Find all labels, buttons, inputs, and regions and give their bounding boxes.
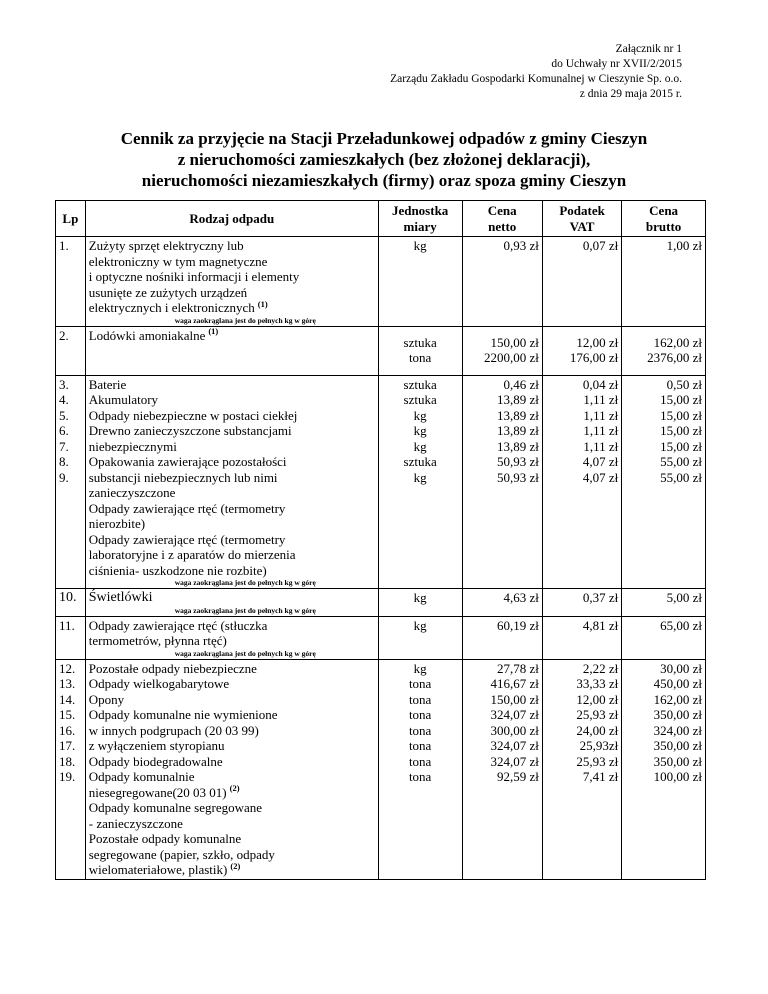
value: tona: [408, 350, 432, 365]
cell-lp: [56, 375, 86, 589]
weight-rounding-note: waga zaokrąglana jest do pełnych kg w górę: [174, 648, 316, 658]
value: 1,11 zł: [583, 423, 619, 438]
waste-type-line: usunięte ze zużytych urządzeń: [88, 284, 248, 300]
value: 0,37 zł: [582, 590, 619, 605]
title-line: Cennik za przyjęcie na Stacji Przeładunkowej odpadów z gminy Cieszyn: [120, 129, 648, 148]
value: kg: [413, 469, 427, 485]
cell-lp: [56, 326, 86, 375]
header-note-line: Zarządu Zakładu Gospodarki Komunalnej w Cieszynie Sp. o.o.: [390, 73, 682, 85]
cell-lp: [56, 659, 86, 879]
row-number: 17.: [59, 738, 76, 753]
value: 0,46 zł: [503, 376, 539, 392]
value: 55,00 zł: [660, 454, 702, 469]
footnote-marker: (1): [208, 326, 219, 337]
cell-vat: [542, 375, 621, 589]
cell-gross: [622, 589, 706, 617]
cell-net: [462, 326, 542, 375]
value: 50,93 zł: [497, 469, 539, 485]
cell-gross: [622, 375, 706, 589]
header-gross: Cena brutto: [622, 201, 706, 237]
row-number: 13.: [59, 676, 76, 691]
value: kg: [413, 617, 427, 633]
weight-rounding-note: waga zaokrąglana jest do pełnych kg w górę: [174, 578, 316, 587]
value: 350,00 zł: [653, 738, 702, 753]
value: 15,00 zł: [660, 392, 702, 407]
waste-type-line: substancji niebezpiecznych lub nimi: [88, 469, 278, 485]
cell-unit: [378, 237, 462, 327]
value: 150,00 zł: [490, 691, 539, 707]
cell-net: [462, 375, 542, 589]
value: 13,89 zł: [497, 423, 539, 438]
row-number: 6.: [59, 423, 69, 438]
footnote-marker: (2): [229, 783, 240, 794]
waste-type-line: Baterie: [88, 376, 127, 392]
value: 324,07 zł: [490, 707, 539, 722]
waste-type-line: Lodówki amoniakalne: [88, 327, 206, 343]
waste-type-line: Akumulatory: [88, 392, 159, 407]
value: 92,59 zł: [497, 769, 539, 784]
value: 324,07 zł: [490, 738, 539, 753]
waste-type-line: Świetlówki: [88, 590, 153, 605]
cell-vat: [542, 616, 621, 659]
value: 162,00 zł: [653, 691, 702, 707]
row-number: 19.: [59, 769, 76, 784]
waste-type-line: Odpady zawierające rtęć (termometry: [88, 500, 286, 516]
value: 25,93 zł: [576, 753, 619, 769]
header-vat: Podatek VAT: [542, 201, 621, 237]
value: 25,93 zł: [576, 707, 619, 722]
row-number: 9.: [59, 469, 69, 485]
cell-name: [85, 375, 378, 589]
value: 4,07 zł: [582, 469, 619, 485]
waste-type-line: termometrów, płynna rtęć): [88, 633, 227, 648]
waste-type-line: niesegregowane(20 03 01): [88, 784, 227, 800]
waste-type-line: Odpady zawierające rtęć (termometry: [88, 531, 286, 547]
value: 4,63 zł: [503, 590, 539, 605]
row-number: 14.: [59, 691, 76, 707]
cell-vat: [542, 589, 621, 617]
row-number: 12.: [59, 660, 76, 676]
price-table: [55, 200, 706, 880]
value: sztuka: [403, 454, 437, 469]
value: 60,19 zł: [497, 617, 539, 633]
row-number: 11.: [59, 617, 75, 633]
attachment-header-note: [390, 42, 682, 102]
header-lp: Lp: [56, 201, 86, 237]
waste-type-line: Odpady komunalne nie wymienione: [88, 707, 278, 722]
weight-rounding-note: waga zaokrąglana jest do pełnych kg w górę: [174, 315, 316, 325]
waste-type-line: i optyczne nośniki informacji i elementy: [88, 269, 300, 284]
cell-lp: [56, 589, 86, 617]
value: 13,89 zł: [497, 407, 539, 423]
value: sztuka: [403, 334, 437, 350]
row-number: 5.: [59, 407, 69, 423]
header-note-line: Załącznik nr 1: [615, 43, 682, 55]
cell-gross: [622, 326, 706, 375]
value: 2376,00 zł: [647, 350, 702, 365]
header-name: Rodzaj odpadu: [85, 201, 378, 237]
value: 100,00 zł: [653, 769, 702, 784]
cell-vat: [542, 659, 621, 879]
waste-type-line: wielomateriałowe, plastik): [88, 862, 228, 877]
table-row: [56, 616, 706, 659]
value: 24,00 zł: [576, 722, 619, 738]
waste-type-line: niebezpiecznymi: [88, 438, 177, 454]
waste-type-line: Odpady zawierające rtęć (stłuczka: [88, 617, 268, 633]
cell-unit: [378, 659, 462, 879]
title-line: nieruchomości niezamieszkałych (firmy) oraz spoza gminy Cieszyn: [141, 171, 627, 190]
waste-type-line: segregowane (papier, szkło, odpady: [88, 846, 275, 862]
value: 2200,00 zł: [484, 350, 539, 365]
value: 300,00 zł: [490, 722, 539, 738]
value: 150,00 zł: [490, 334, 539, 350]
value: 15,00 zł: [660, 423, 702, 438]
value: 176,00 zł: [569, 350, 619, 365]
value: 0,50 zł: [666, 376, 702, 392]
value: 4,07 zł: [582, 454, 619, 469]
waste-type-line: zanieczyszczone: [88, 485, 176, 500]
waste-type-line: Odpady komunalnie: [88, 769, 195, 784]
cell-net: [462, 659, 542, 879]
value: tona: [408, 753, 432, 769]
row-number: 16.: [59, 722, 76, 738]
cell-gross: [622, 659, 706, 879]
table-row: [56, 326, 706, 375]
value: 2,22 zł: [582, 660, 619, 676]
cell-unit: [378, 375, 462, 589]
value: 12,00 zł: [576, 334, 619, 350]
header-note-line: do Uchwały nr XVII/2/2015: [551, 58, 682, 70]
value: 27,78 zł: [497, 660, 539, 676]
table-header-row: [56, 201, 706, 237]
row-number: 3.: [59, 376, 69, 392]
cell-name: [85, 616, 378, 659]
waste-type-line: Opony: [88, 691, 125, 707]
value: 13,89 zł: [497, 392, 539, 407]
row-number: 2.: [59, 327, 69, 343]
waste-type-line: Drewno zanieczyszczone substancjami: [88, 423, 292, 438]
value: 0,93 zł: [503, 238, 539, 253]
cell-lp: [56, 616, 86, 659]
cell-net: [462, 589, 542, 617]
value: kg: [413, 423, 427, 438]
value: tona: [408, 691, 432, 707]
value: kg: [413, 438, 427, 454]
row-number: 15.: [59, 707, 76, 722]
header-unit: Jednostka miary: [378, 201, 462, 237]
waste-type-line: Pozostałe odpady niebezpieczne: [88, 660, 257, 676]
value: 15,00 zł: [660, 438, 702, 454]
cell-name: [85, 326, 378, 375]
footnote-marker: (2): [230, 860, 241, 871]
value: 324,07 zł: [490, 753, 539, 769]
value: 25,93zł: [579, 738, 619, 753]
value: 0,07 zł: [582, 238, 619, 253]
value: 450,00 zł: [653, 676, 702, 691]
row-number: 8.: [59, 454, 69, 469]
value: 30,00 zł: [660, 660, 702, 676]
cell-unit: [378, 326, 462, 375]
cell-name: [85, 659, 378, 879]
value: 12,00 zł: [576, 691, 619, 707]
value: 350,00 zł: [653, 707, 702, 722]
value: kg: [413, 590, 427, 605]
cell-unit: [378, 589, 462, 617]
row-number: 1.: [59, 238, 69, 253]
footnote-marker: (1): [257, 298, 268, 309]
waste-type-line: Opakowania zawierające pozostałości: [88, 454, 287, 469]
value: 0,04 zł: [582, 376, 619, 392]
value: sztuka: [403, 376, 437, 392]
value: 15,00 zł: [660, 407, 702, 423]
value: 416,67 zł: [490, 676, 539, 691]
value: 5,00 zł: [666, 590, 702, 605]
value: tona: [408, 722, 432, 738]
waste-type-line: - zanieczyszczone: [88, 815, 183, 831]
waste-type-line: Odpady komunalne segregowane: [88, 800, 263, 815]
waste-type-line: Odpady biodegradowalne: [88, 753, 223, 769]
value: 4,81 zł: [582, 617, 619, 633]
row-number: 7.: [59, 438, 69, 454]
table-row: [56, 659, 706, 879]
header-net: Cena netto: [462, 201, 542, 237]
value: kg: [413, 660, 427, 676]
title-line: z nieruchomości zamieszkałych (bez złożonej deklaracji),: [177, 150, 591, 169]
value: tona: [408, 707, 432, 722]
value: tona: [408, 676, 432, 691]
value: 1,11 zł: [583, 438, 619, 454]
cell-gross: [622, 237, 706, 327]
value: 1,00 zł: [666, 238, 702, 253]
weight-rounding-note: waga zaokrąglana jest do pełnych kg w górę: [174, 605, 316, 615]
value: tona: [408, 769, 432, 784]
cell-unit: [378, 616, 462, 659]
table-row: [56, 375, 706, 589]
value: sztuka: [403, 392, 437, 407]
waste-type-line: Odpady niebezpieczne w postaci ciekłej: [88, 407, 298, 423]
value: 1,11 zł: [583, 392, 619, 407]
value: tona: [408, 738, 432, 753]
cell-vat: [542, 326, 621, 375]
waste-type-line: laboratoryjne i z aparatów do mierzenia: [88, 547, 296, 562]
value: 50,93 zł: [497, 454, 539, 469]
waste-type-line: Odpady wielkogabarytowe: [88, 676, 230, 691]
table-row: [56, 589, 706, 617]
cell-gross: [622, 616, 706, 659]
cell-lp: [56, 237, 86, 327]
waste-type-line: w innych podgrupach (20 03 99): [88, 722, 259, 738]
cell-vat: [542, 237, 621, 327]
document-title: [0, 128, 768, 191]
table-row: [56, 237, 706, 327]
cell-name: [85, 237, 378, 327]
value: 7,41 zł: [582, 769, 619, 784]
value: 162,00 zł: [653, 334, 702, 350]
waste-type-line: Zużyty sprzęt elektryczny lub: [88, 238, 244, 253]
cell-name: [85, 589, 378, 617]
waste-type-line: nierozbite): [88, 516, 146, 531]
value: kg: [413, 407, 427, 423]
value: 350,00 zł: [653, 753, 702, 769]
value: 1,11 zł: [583, 407, 619, 423]
value: 65,00 zł: [660, 617, 702, 633]
waste-type-line: elektrycznych i elektronicznych: [88, 300, 255, 315]
cell-net: [462, 616, 542, 659]
header-note-line: z dnia 29 maja 2015 r.: [579, 88, 682, 100]
value: 13,89 zł: [497, 438, 539, 454]
waste-type-line: elektroniczny w tym magnetyczne: [88, 253, 268, 269]
waste-type-line: ciśnienia- uszkodzone nie rozbite): [88, 562, 267, 578]
waste-type-line: Pozostałe odpady komunalne: [88, 831, 242, 846]
value: kg: [413, 238, 427, 253]
value: 324,00 zł: [653, 722, 702, 738]
value: 55,00 zł: [660, 469, 702, 485]
waste-type-line: z wyłączeniem styropianu: [88, 738, 225, 753]
value: 33,33 zł: [576, 676, 619, 691]
row-number: 4.: [59, 392, 69, 407]
cell-net: [462, 237, 542, 327]
row-number: 10.: [59, 590, 77, 605]
row-number: 18.: [59, 753, 76, 769]
